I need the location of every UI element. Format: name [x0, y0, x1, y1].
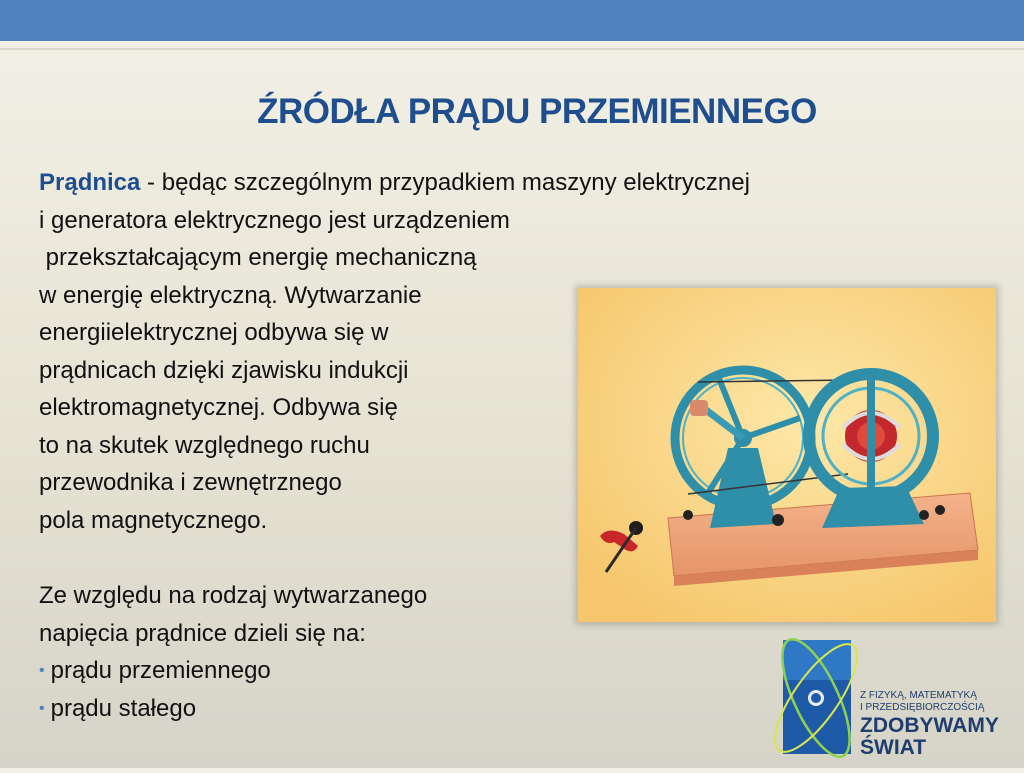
logo-graphic: [770, 626, 1024, 768]
paragraph1-line: i generatora elektrycznego jest urządzeniem: [39, 206, 510, 234]
header-bar: [0, 0, 1024, 41]
generator-photo: [578, 288, 996, 622]
paragraph1-line: w energię elektryczną. Wytwarzanie: [39, 281, 422, 309]
paragraph2-line: Ze względu na rodzaj wytwarzanego: [39, 582, 428, 609]
header-divider: [0, 48, 1024, 50]
bullet-item-label: prądu stałego: [50, 694, 197, 722]
bullet-icon: •: [39, 662, 45, 679]
paragraph1-line1: [39, 164, 999, 202]
paragraph1-line: to na skutek względnego ruchu: [39, 431, 370, 459]
paragraph1-line: elektromagnetycznej. Odbywa się: [39, 394, 398, 421]
paragraph1-line: energiielektrycznej odbywa się w: [39, 319, 389, 346]
project-logo: [770, 626, 1024, 768]
paragraph1-line: prądnicach dzięki zjawisku indukcji: [39, 356, 409, 384]
logo-line2: I PRZEDSIĘBIORCZOŚCIĄ: [860, 702, 985, 713]
slide-title: ŹRÓDŁA PRĄDU PRZEMIENNEGO: [257, 92, 817, 131]
paragraph1-line: pola magnetycznego.: [39, 506, 268, 534]
bullet-item-label: prądu przemiennego: [50, 657, 271, 684]
paragraph2-line: napięcia prądnice dzieli się na:: [39, 619, 366, 647]
paragraph1-line: przekształcającym energię mechaniczną: [39, 244, 477, 271]
logo-line1: Z FIZYKĄ, MATEMATYKĄ: [860, 690, 977, 701]
logo-line3: ZDOBYWAMY: [860, 714, 999, 737]
logo-line4: ŚWIAT: [860, 736, 927, 759]
paragraph1-line: przewodnika i zewnętrznego: [39, 469, 342, 496]
bullet-icon: •: [39, 699, 45, 717]
generator-illustration: [578, 288, 996, 622]
paragraph1-line1-rest: - będąc szczególnym przypadkiem maszyny elektrycznej: [140, 169, 750, 196]
term-pradnica: Prądnica: [39, 169, 141, 196]
